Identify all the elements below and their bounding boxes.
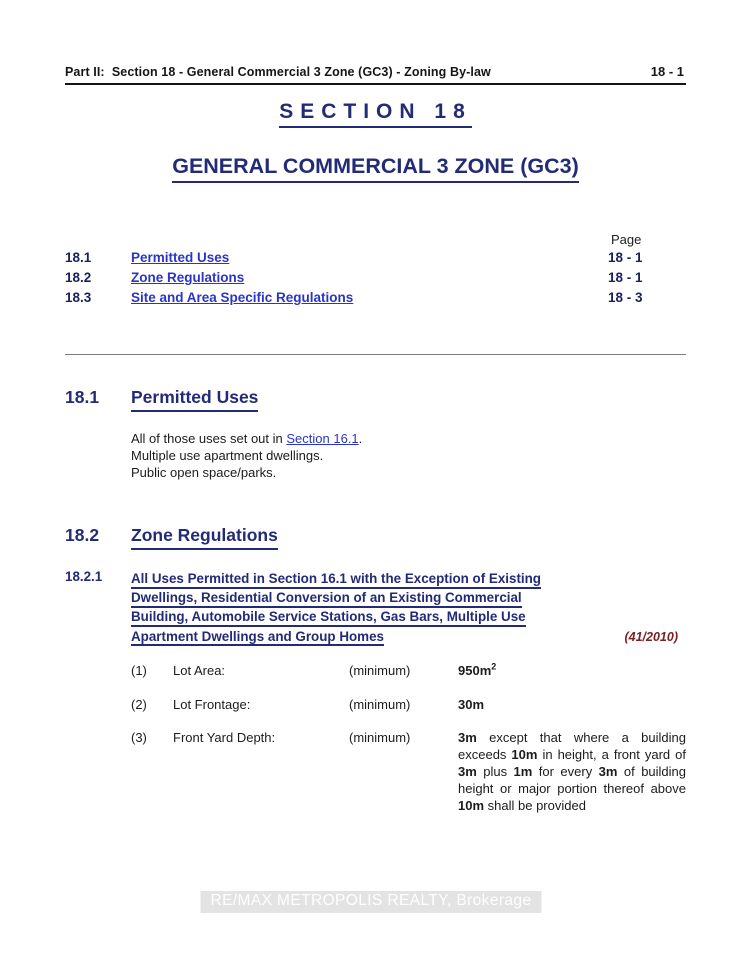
paragraph-line: Multiple use apartment dwellings. (131, 448, 324, 463)
regulation-label: Lot Frontage: (173, 696, 251, 712)
regulation-value: 3m except that where a building exceeds 10m in height, a front yard of 3m plus 1m for every 3m of building height or major portion thereof above 10m shall be provided (458, 730, 687, 813)
section-heading-18-2 (65, 525, 686, 550)
toc-link-site-area-regulations[interactable]: Site and Area Specific Regulations (131, 290, 354, 305)
inline-link[interactable]: Section 16.1 (286, 431, 359, 446)
section-heading-label: Permitted Uses (131, 387, 258, 412)
header-page-number: 18 - 1 (650, 64, 684, 79)
regulation-item-number: (3) (131, 730, 147, 746)
subsection-number: 18.2.1 (65, 569, 103, 584)
section-heading-18-1 (65, 387, 686, 412)
toc-page-ref: 18 - 1 (608, 250, 643, 265)
regulation-label: Lot Area: (173, 662, 226, 678)
regulation-qualifier: (minimum) (349, 730, 411, 746)
section-number: 18.2 (65, 525, 100, 545)
toc-item-number: 18.1 (65, 250, 92, 265)
toc-item-number: 18.3 (65, 290, 92, 305)
subsection-18-2-1 (65, 569, 686, 646)
regulation-label: Front Yard Depth: (173, 730, 276, 746)
toc-page-ref: 18 - 3 (608, 290, 643, 305)
amendment-ref: (41/2010) (624, 629, 678, 644)
toc-page-label-row (65, 232, 686, 248)
regulation-row (131, 730, 686, 814)
section-title: SECTION 18 (279, 100, 472, 128)
regulation-value: 30m (458, 696, 485, 712)
header-title: Part II: Section 18 - General Commercial 3 Zone (GC3) - Zoning By-law (65, 65, 491, 79)
subsection-heading-line: Apartment Dwellings and Group Homes (131, 629, 384, 647)
subsection-heading-line: All Uses Permitted in Section 16.1 with the Exception of Existing (131, 571, 541, 589)
section-number: 18.1 (65, 387, 100, 407)
paragraph-line: Public open space/parks. (131, 465, 277, 480)
section-title-wrap (65, 100, 686, 128)
toc-link-zone-regulations[interactable]: Zone Regulations (131, 270, 245, 285)
page-header (65, 64, 686, 85)
page-content (65, 0, 686, 831)
section-heading-label: Zone Regulations (131, 525, 278, 550)
regulation-item-number: (2) (131, 696, 147, 712)
regulation-value: $950m^2$ (458, 661, 497, 678)
regulation-qualifier: (minimum) (349, 662, 411, 678)
zone-title: GENERAL COMMERCIAL 3 ZONE (GC3) (172, 154, 579, 183)
regulation-row (131, 697, 686, 714)
zone-title-wrap (65, 154, 686, 183)
toc-link-permitted-uses[interactable]: Permitted Uses (131, 250, 230, 265)
toc-row (65, 288, 686, 308)
brokerage-watermark: RE/MAX METROPOLIS REALTY, Brokerage (201, 891, 542, 913)
regulation-item-number: (1) (131, 662, 147, 678)
regulation-row (131, 663, 686, 680)
regulation-qualifier: (minimum) (349, 696, 411, 712)
toc-page-ref: 18 - 1 (608, 270, 643, 285)
paragraph-line: All of those uses set out in Section 16.1. (131, 431, 363, 446)
horizontal-divider (65, 354, 686, 355)
toc-row (65, 268, 686, 288)
subsection-heading (131, 569, 686, 646)
subsection-heading-line: Dwellings, Residential Conversion of an Existing Commercial (131, 590, 522, 608)
toc-item-number: 18.2 (65, 270, 92, 285)
permitted-uses-body (131, 430, 686, 481)
toc-page-label: Page (611, 232, 642, 247)
table-of-contents (65, 232, 686, 308)
regulation-list (131, 663, 686, 815)
toc-row (65, 248, 686, 268)
subsection-heading-line: Building, Automobile Service Stations, Gas Bars, Multiple Use (131, 609, 526, 627)
